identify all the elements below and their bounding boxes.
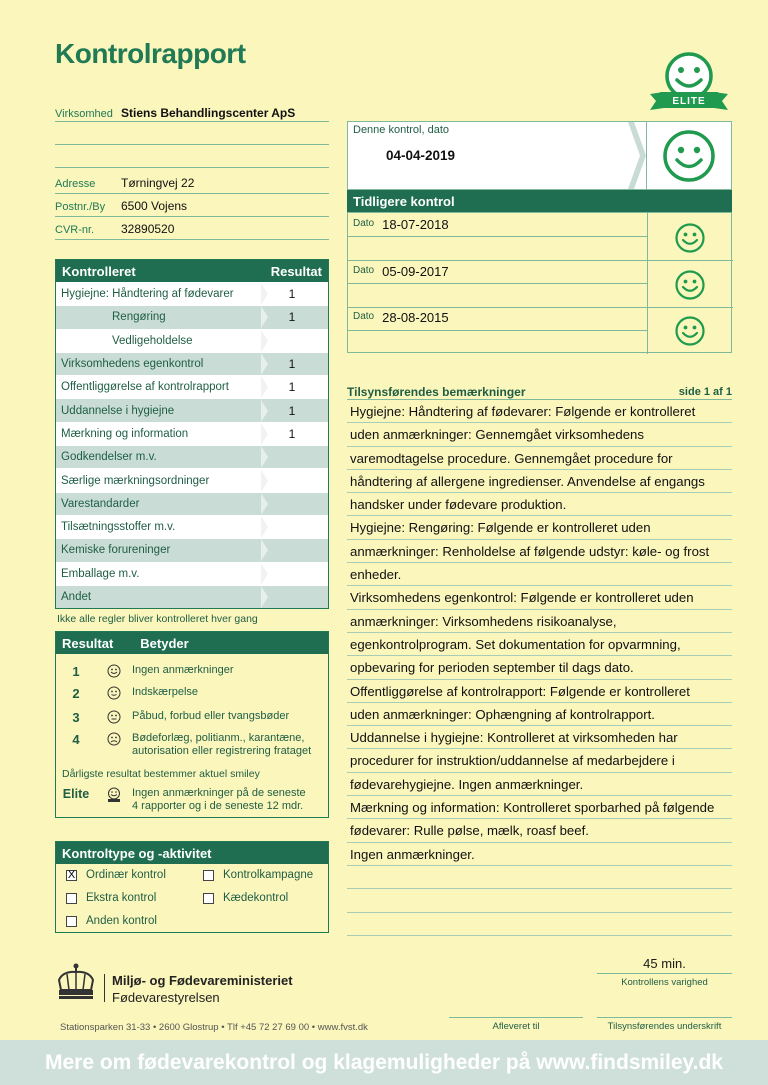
legend-header-means: Betyder	[140, 635, 189, 651]
date-label: Dato	[353, 265, 375, 276]
row-label: Mærkning og information	[61, 427, 189, 440]
remark-line: fødevarehygiejne. Ingen anmærkninger.	[347, 773, 732, 796]
remarks-body	[347, 400, 732, 936]
postal-value: 6500 Vojens	[121, 199, 188, 213]
previous-item	[353, 310, 449, 325]
table-row	[56, 492, 328, 515]
remark-line	[347, 866, 732, 889]
table-row	[56, 468, 328, 491]
postal-label: Postnr./By	[55, 201, 106, 213]
legend-item	[56, 686, 198, 701]
date-label: Dato	[353, 311, 375, 322]
company-label: Virksomhed	[55, 108, 113, 120]
current-date: 04-04-2019	[386, 148, 456, 163]
remark-line: Uddannelse i hygiejne: Kontrolleret at virksomheden har	[347, 726, 732, 749]
legend-text-2: autorisation eller registrering frataget	[132, 745, 312, 757]
smiley-happy-icon	[674, 315, 706, 347]
elite-badge	[648, 48, 730, 114]
current-smiley	[646, 121, 732, 190]
table-row	[56, 538, 328, 561]
date-label: Dato	[353, 218, 375, 229]
remark-line: anmærkninger: Renholdelse af følgende udstyr: køle- og frost	[347, 540, 732, 563]
smiley-happy-icon	[674, 269, 706, 301]
row-label: Uddannelse i hygiejne	[61, 404, 175, 417]
legend-number: 4	[72, 732, 80, 747]
smiley-slight-icon	[107, 686, 121, 700]
legend-number: 1	[72, 664, 80, 679]
smiley-happy-icon	[107, 664, 121, 678]
row-result: 1	[288, 357, 296, 372]
inspector-signature-label: Tilsynsførendes underskrift	[607, 1021, 722, 1032]
legend-text: Bødeforlæg, politianm., karantæne,	[132, 732, 305, 744]
remark-line	[347, 889, 732, 912]
controls-table	[55, 259, 329, 609]
checkbox-box[interactable]	[66, 916, 77, 927]
legend-elite-text-2: 4 rapporter og i de seneste 12 mdr.	[132, 800, 304, 812]
row-label: Virksomhedens egenkontrol	[61, 358, 204, 371]
ministry-name: Miljø- og Fødevareministeriet	[112, 973, 293, 988]
controls-header-left: Kontrolleret	[62, 263, 136, 279]
control-type-box	[55, 841, 329, 933]
page-title: Kontrolrapport	[55, 38, 246, 69]
checkbox-campaign[interactable]	[203, 869, 313, 881]
controls-note: Ikke alle regler bliver kontrolleret hver gang	[57, 613, 258, 625]
remark-line: handsker under fødevare produktion.	[347, 493, 732, 516]
remark-line: uden anmærkninger: Ophængning af kontrolrapport.	[347, 703, 732, 726]
legend-item	[56, 732, 311, 758]
remark-line: anmærkninger: Virksomhedens risikoanalyse,	[347, 610, 732, 633]
controls-header	[56, 260, 328, 282]
cvr-label: CVR-nr.	[55, 224, 95, 236]
row-result	[268, 493, 328, 515]
smiley-happy-icon	[674, 222, 706, 254]
agency-name: Fødevarestyrelsen	[112, 990, 220, 1005]
checkbox-label: Ekstra kontrol	[86, 892, 157, 904]
legend-header-result: Resultat	[62, 635, 114, 651]
legend-number: 2	[72, 686, 80, 701]
legend-number: 3	[72, 710, 80, 725]
row-result	[268, 469, 328, 491]
remark-line: Ingen anmærkninger.	[347, 843, 732, 866]
table-row	[56, 352, 328, 375]
table-row	[56, 375, 328, 398]
previous-date: 28-08-2015	[382, 310, 449, 325]
footer-link[interactable]: Mere om fødevarekontrol og klagemuligheder på www.findsmiley.dk	[45, 1050, 723, 1074]
row-label: Vedligeholdelse	[112, 334, 193, 347]
control-type-header: Kontroltype og -aktivitet	[56, 842, 328, 864]
legend-item	[56, 710, 289, 725]
row-result: 1	[288, 426, 296, 441]
row-label: Varestandarder	[61, 497, 140, 510]
table-row	[56, 422, 328, 445]
previous-item	[353, 264, 449, 279]
checkbox-box[interactable]: X	[67, 868, 76, 881]
previous-item	[353, 217, 449, 232]
checkbox-label: Kædekontrol	[223, 892, 289, 904]
remark-line: håndtering af allergene ingredienser. Anvendelse af engangs	[347, 470, 732, 493]
legend-item	[56, 664, 234, 679]
row-result: 1	[288, 287, 296, 302]
row-label: Hygiejne: Håndtering af fødevarer	[61, 288, 234, 301]
row-result	[268, 446, 328, 468]
remark-line: Hygiejne: Håndtering af fødevarer: Følgende er kontrolleret	[347, 400, 732, 423]
table-row	[56, 562, 328, 585]
remarks-page: side 1 af 1	[678, 386, 732, 398]
row-label: Andet	[61, 591, 92, 603]
legend-elite	[56, 787, 306, 813]
row-label: Tilsætningsstoffer m.v.	[61, 521, 176, 534]
company-name: Stiens Behandlingscenter ApS	[121, 106, 296, 120]
table-row	[56, 282, 328, 305]
legend-header	[56, 632, 328, 654]
table-row	[56, 398, 328, 421]
table-row	[56, 329, 328, 352]
previous-date: 05-09-2017	[382, 264, 449, 279]
checkbox-extra[interactable]	[66, 892, 156, 904]
remark-line: enheder.	[347, 563, 732, 586]
previous-date: 18-07-2018	[382, 217, 449, 232]
checkbox-other[interactable]	[66, 915, 157, 927]
checkbox-box[interactable]	[66, 893, 77, 904]
checkbox-label: Ordinær kontrol	[86, 869, 166, 881]
row-label: Godkendelser m.v.	[61, 451, 157, 464]
row-result	[268, 516, 328, 538]
smiley-happy-large-icon	[661, 128, 717, 184]
elite-small-icon	[106, 787, 122, 803]
duration-value: 45 min.	[643, 956, 686, 971]
row-result	[268, 539, 328, 561]
current-label: Denne kontrol, dato	[353, 124, 450, 136]
arrow-divider-icon	[628, 122, 648, 189]
row-result: 1	[288, 403, 296, 418]
table-row	[56, 445, 328, 468]
checkbox-ordinary[interactable]	[66, 869, 166, 881]
smiley-neutral-icon	[107, 710, 121, 724]
row-result	[268, 586, 328, 608]
row-label: Kemiske forureninger	[61, 544, 171, 557]
smiley-sad-icon	[107, 732, 121, 746]
previous-header: Tidligere kontrol	[347, 190, 732, 212]
crown-icon	[53, 962, 99, 1002]
remark-line: Hygiejne: Rengøring: Følgende er kontrolleret uden	[347, 516, 732, 539]
row-result: 1	[288, 310, 296, 325]
row-result: 1	[288, 380, 296, 395]
row-result	[268, 330, 328, 352]
remark-line: varemodtagelse procedure. Gennemgået procedure for	[347, 447, 732, 470]
row-label: Emballage m.v.	[61, 567, 140, 580]
row-result	[268, 563, 328, 585]
checkbox-chain[interactable]	[203, 892, 288, 904]
legend-text: Påbud, forbud eller tvangsbøder	[132, 710, 290, 722]
delivered-label: Afleveret til	[492, 1021, 540, 1032]
ministry-contact: Stationsparken 31-33 • 2600 Glostrup • Tlf +45 72 27 69 00 • www.fvst.dk	[60, 1022, 368, 1033]
remark-line: opbevaring for perioden september til dags dato.	[347, 656, 732, 679]
table-row	[56, 585, 328, 608]
footer-banner[interactable]	[0, 1040, 768, 1085]
legend-box	[55, 631, 329, 818]
row-label: Særlige mærkningsordninger	[61, 474, 210, 487]
remark-line: procedurer for instruktion/uddannelse af medarbejdere i	[347, 749, 732, 772]
checkbox-label: Kontrolkampagne	[223, 869, 314, 881]
remark-line: Offentliggørelse af kontrolrapport: Følgende er kontrolleret	[347, 680, 732, 703]
remarks-title	[347, 385, 732, 399]
address-value: Tørningvej 22	[121, 176, 195, 190]
remark-line	[347, 913, 732, 936]
table-row	[56, 305, 328, 328]
row-label: Rengøring	[112, 311, 166, 324]
crown-logo	[53, 962, 99, 1007]
controls-header-right: Resultat	[270, 263, 322, 279]
legend-text: Indskærpelse	[132, 686, 199, 698]
previous-controls	[347, 212, 732, 353]
remark-line: uden anmærkninger: Gennemgået virksomhedens	[347, 423, 732, 446]
legend-elite-text: Ingen anmærkninger på de seneste	[132, 787, 306, 799]
remarks-title-text: Tilsynsførendes bemærkninger	[347, 385, 526, 399]
cvr-value: 32890520	[121, 222, 175, 236]
table-row	[56, 515, 328, 538]
duration-label: Kontrollens varighed	[621, 977, 708, 988]
checkbox-label: Anden kontrol	[86, 915, 157, 927]
checkbox-box[interactable]	[203, 893, 214, 904]
remark-line: fødevarer: Rulle pølse, mælk, roasf beef.	[347, 819, 732, 842]
legend-elite-label: Elite	[62, 787, 90, 801]
remark-line: Mærkning og information: Kontrolleret sporbarhed på følgende	[347, 796, 732, 819]
remark-line: egenkontrolprogram. Set dokumentation for opvarmning,	[347, 633, 732, 656]
checkbox-box[interactable]	[203, 870, 214, 881]
remark-line: Virksomhedens egenkontrol: Følgende er kontrolleret uden	[347, 586, 732, 609]
legend-worst-note: Dårligste resultat bestemmer aktuel smiley	[62, 768, 260, 780]
row-label: Offentliggørelse af kontrolrapport	[61, 381, 229, 394]
legend-text: Ingen anmærkninger	[132, 664, 234, 676]
address-label: Adresse	[55, 178, 96, 190]
elite-label: ELITE	[672, 96, 706, 107]
